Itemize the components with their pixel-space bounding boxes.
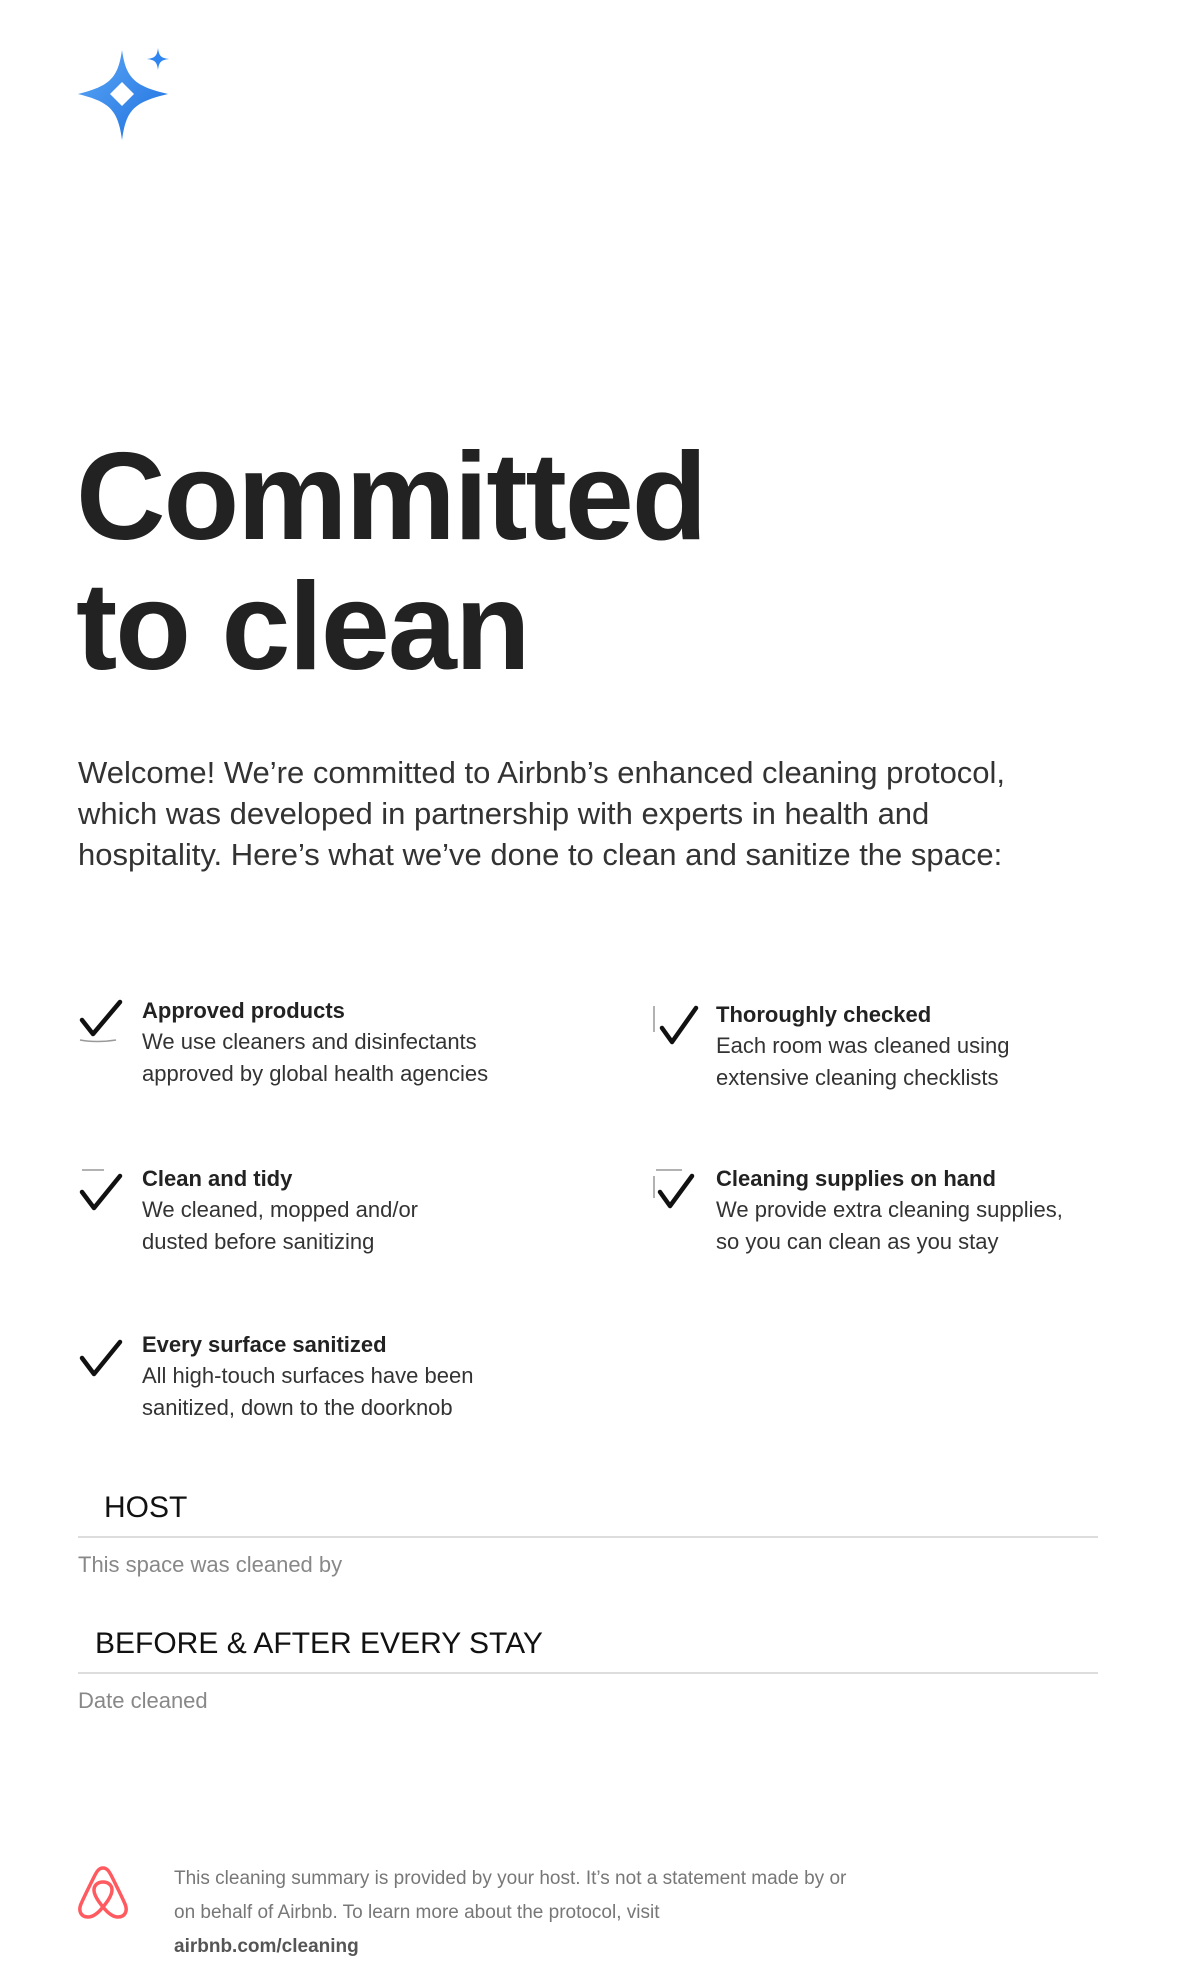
footer-line-2 [174, 1896, 1074, 1964]
feature-description: dusted before sanitizing [142, 1229, 375, 1254]
footer-disclaimer [174, 1862, 1074, 1964]
page-title-line-1: Committed [76, 428, 706, 566]
airbnb-belo-icon [76, 1864, 130, 1920]
feature-text [716, 1164, 1146, 1258]
cleaned-by-value: HOST [104, 1491, 188, 1524]
date-cleaned-field [78, 1624, 1098, 1716]
footer-line-2-text: on behalf of Airbnb. To learn more about the protocol, visit [174, 1902, 660, 1923]
feature-text [142, 1164, 572, 1258]
feature-description: Each room was cleaned using [716, 1033, 1010, 1058]
feature-description: so you can clean as you stay [716, 1229, 999, 1254]
feature-title: Approved products [142, 998, 345, 1023]
feature-description: sanitized, down to the doorknob [142, 1395, 453, 1420]
footer-line-1: This cleaning summary is provided by your host. It’s not a statement made by or [174, 1868, 847, 1889]
checkmark-icon [78, 1332, 124, 1378]
intro-paragraph: Welcome! We’re committed to Airbnb’s enhanced cleaning protocol, which was developed in partnership with experts in health and hospitality. Here’s what we’ve done to clean and sanitize the space: [78, 755, 1006, 872]
feature-description: All high-touch surfaces have been [142, 1363, 474, 1388]
feature-title: Thoroughly checked [716, 1002, 932, 1027]
field-divider [78, 1672, 1098, 1674]
feature-text [716, 1000, 1146, 1094]
feature-title: Clean and tidy [142, 1166, 293, 1191]
date-cleaned-label: Date cleaned [78, 1688, 208, 1713]
checkmark-icon [78, 1166, 124, 1212]
checkmark-icon [78, 998, 124, 1044]
feature-text [142, 996, 572, 1090]
page-title-line-2: to clean [76, 558, 529, 696]
feature-description: extensive cleaning checklists [716, 1065, 999, 1090]
feature-description: We provide extra cleaning supplies, [716, 1197, 1063, 1222]
date-cleaned-value: BEFORE & AFTER EVERY STAY [95, 1627, 543, 1660]
checkmark-icon [652, 1002, 698, 1048]
cleaning-protocol-link[interactable]: airbnb.com/cleaning [174, 1936, 359, 1957]
feature-text [142, 1330, 572, 1424]
cleaned-by-field [78, 1488, 1098, 1580]
checkmark-icon [652, 1166, 698, 1212]
feature-description: We use cleaners and disinfectants [142, 1029, 477, 1054]
feature-title: Every surface sanitized [142, 1332, 387, 1357]
feature-title: Cleaning supplies on hand [716, 1166, 996, 1191]
field-divider [78, 1536, 1098, 1538]
cleaned-by-label: This space was cleaned by [78, 1552, 343, 1577]
feature-description: approved by global health agencies [142, 1061, 489, 1086]
feature-description: We cleaned, mopped and/or [142, 1197, 418, 1222]
